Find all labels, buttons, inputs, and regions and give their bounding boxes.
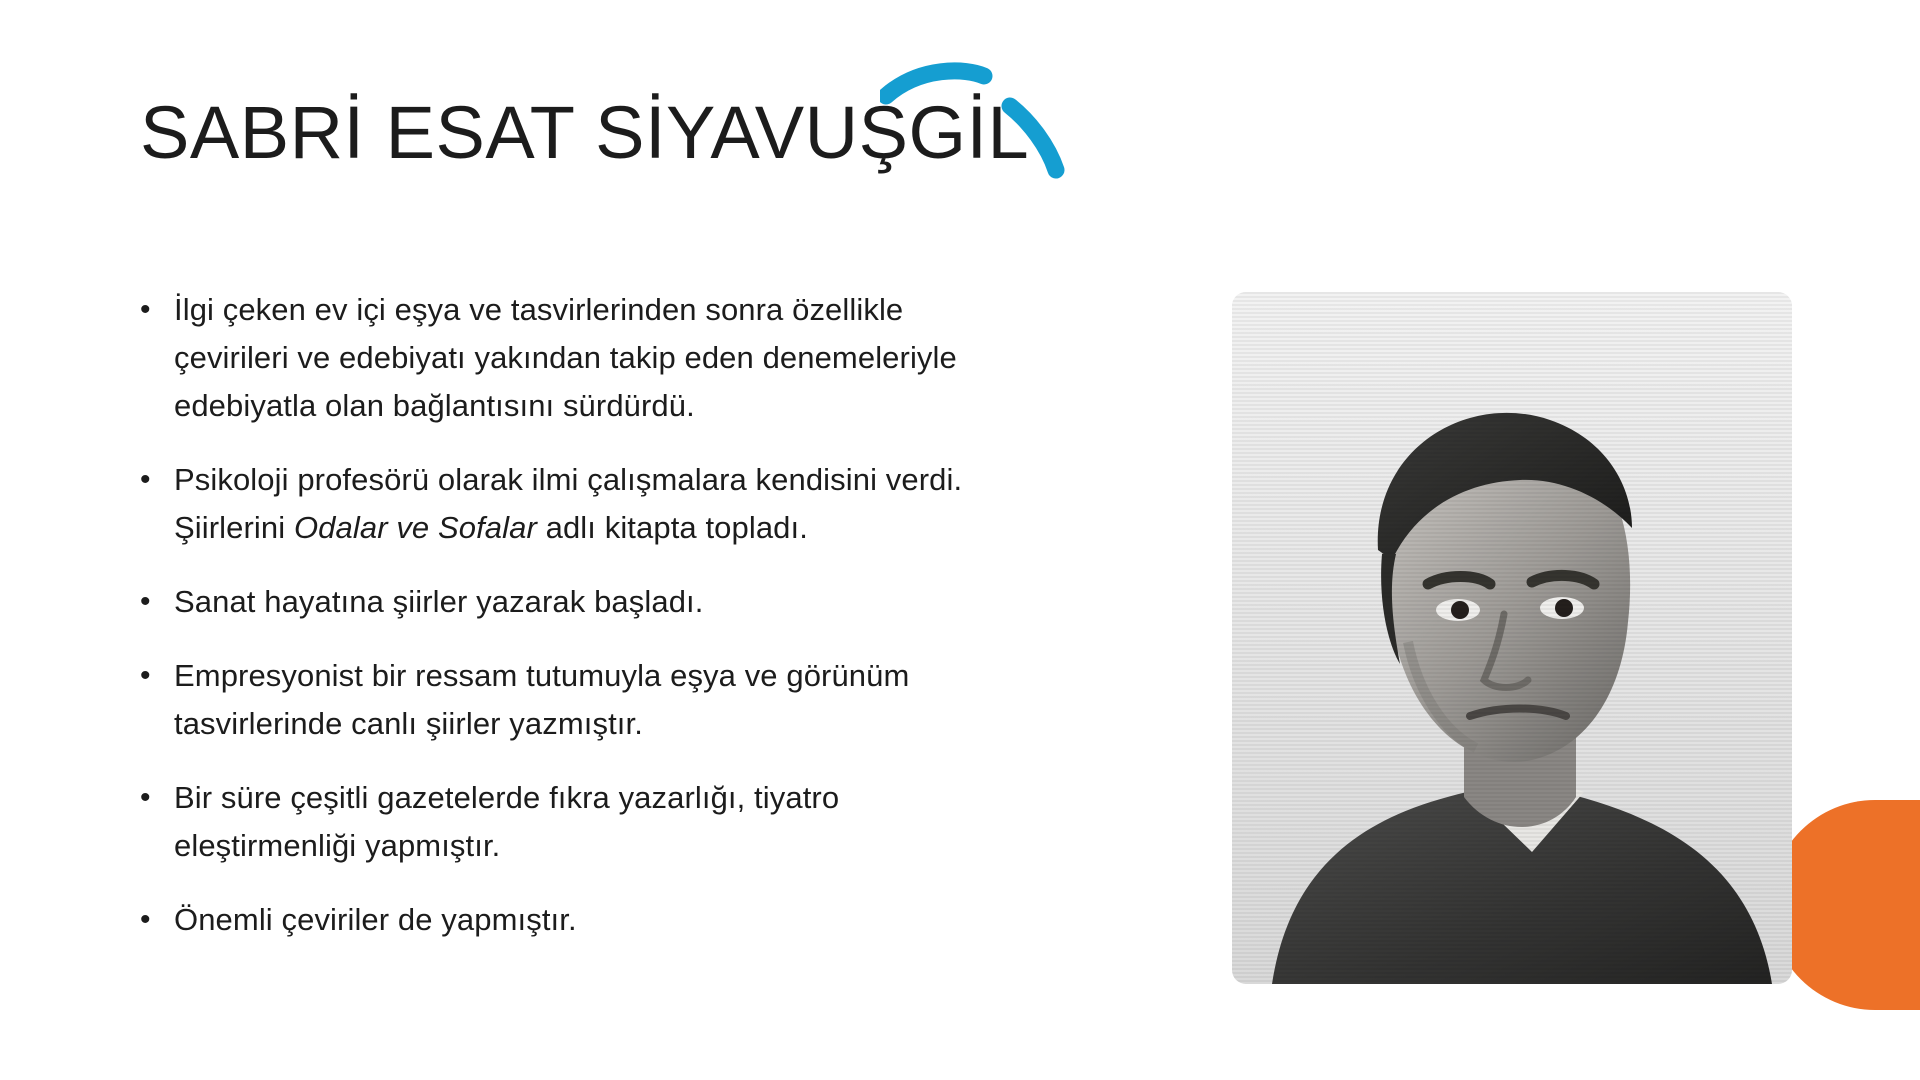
bullet-marker-icon: • [140,293,151,326]
list-item-text: Sanat hayatına şiirler yazarak başladı. [174,584,704,619]
bullet-marker-icon: • [140,585,151,618]
list-item-text: Önemli çeviriler de yapmıştır. [174,902,577,937]
list-item [140,896,970,944]
list-item-text: Psikoloji profesörü olarak ilmi çalışmalara kendisini verdi. Şiirlerini Odalar ve Sofalar adlı kitapta topladı. [174,462,963,545]
bullet-list [140,286,970,970]
bullet-marker-icon: • [140,463,151,496]
list-item-text: İlgi çeken ev içi eşya ve tasvirlerinden sonra özellikle çevirileri ve edebiyatı yakından takip eden denemeleriyle edebiyatla olan bağlantısını sürdürdü. [174,292,957,423]
orange-half-circle-decoration [1770,800,1920,1010]
bullet-marker-icon: • [140,903,151,936]
list-item [140,286,970,430]
bullet-marker-icon: • [140,781,151,814]
list-item [140,774,970,870]
bullet-marker-icon: • [140,659,151,692]
list-item-text: Bir süre çeşitli gazetelerde fıkra yazarlığı, tiyatro eleştirmenliği yapmıştır. [174,780,840,863]
page-title: SABRİ ESAT SİYAVUŞGİL [140,91,1030,174]
list-item-text: Empresyonist bir ressam tutumuyla eşya ve görünüm tasvirlerinde canlı şiirler yazmıştır. [174,658,910,741]
portrait-image [1232,292,1792,984]
list-item [140,456,970,552]
list-item [140,578,970,626]
list-item [140,652,970,748]
